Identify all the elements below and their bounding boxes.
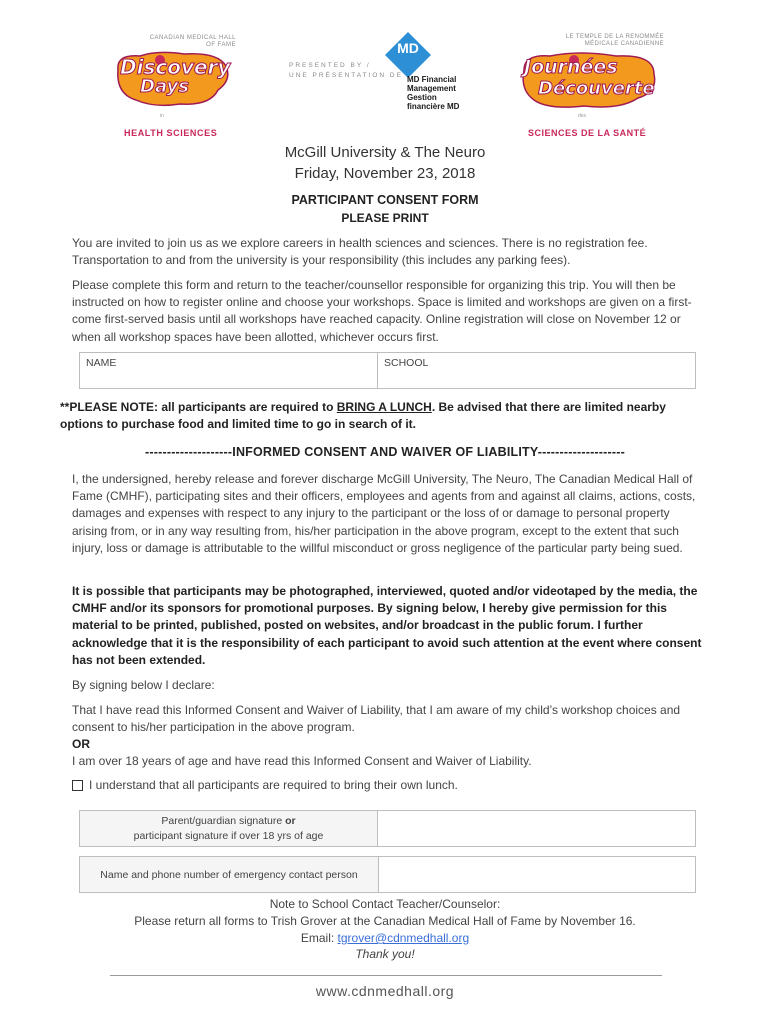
journees-word: Journées: [524, 56, 618, 78]
school-contact-note: [0, 896, 770, 947]
media-paragraph: It is possible that participants may be photographed, interviewed, quoted and/or videotaped by the media, the CMHF and/or its sponsors for promotional purposes. By signing below, I hereby give permission for this material to be printed, published, posted on websites, and/or broadcast in the public forum. I further acknowledge that it is the responsibility of each participant to avoid such attention at the event where consent has not been extended.: [72, 584, 702, 667]
signature-label-b: participant signature if over 18 yrs of age: [133, 830, 324, 842]
consent-heading: --------------------INFORMED CONSENT AND WAIVER OF LIABILITY--------------------: [145, 445, 625, 459]
in-word: in: [160, 113, 164, 119]
lunch-checkbox[interactable]: [72, 780, 83, 791]
or-separator: OR: [72, 737, 90, 751]
email-line: [0, 930, 770, 947]
discovery-word: Discovery: [120, 55, 231, 79]
lunch-checkbox-label: I understand that all participants are required to bring their own lunch.: [89, 778, 458, 792]
please-print-label: PLEASE PRINT: [341, 211, 429, 225]
guardian-declaration: That I have read this Informed Consent and Waiver of Liability, that I am aware of my child’s workshop choices and consent to his/her participation in the above program.: [72, 703, 681, 735]
signature-label: [80, 811, 378, 846]
name-field-label: NAME: [86, 357, 117, 369]
release-paragraph: I, the undersigned, hereby release and forever discharge McGill University, The Neuro, The Canadian Medical Hall of Fame (CMHF), participating sites and their officers, employees and agents from and against all claims, actions, costs, damages and expenses with respect to any injury to the participant or the loss of or damage to personal property arising from, or in any way resulting from, his/her participation in the above program, except to the extent that such injury, loss or damage is attributable to the willful misconduct or gross negligence of the particular party being sued.: [72, 472, 696, 555]
footer-divider: [110, 975, 662, 976]
return-instructions: Please return all forms to Trish Grover at the Canadian Medical Hall of Fame by November 16.: [134, 914, 636, 928]
school-field[interactable]: [378, 353, 695, 388]
name-school-fields: [79, 352, 696, 389]
journees-decouverte-logo: [514, 30, 664, 138]
health-sciences-label: HEALTH SCIENCES: [124, 128, 218, 138]
note-title: Note to School Contact Teacher/Counselor:: [269, 897, 501, 911]
email-label: Email:: [300, 931, 338, 945]
form-title: PARTICIPANT CONSENT FORM: [291, 193, 479, 207]
school-field-label: SCHOOL: [384, 357, 429, 369]
emergency-contact-row: [79, 856, 696, 893]
website-url[interactable]: www.cdnmedhall.org: [315, 983, 455, 999]
intro-paragraph: You are invited to join us as we explore careers in health sciences and sciences. There is no registration fee. Transportation to and from the university is your responsibility (this includes any parking fees).: [72, 236, 648, 268]
signature-row: [79, 810, 696, 847]
decouverte-word: Découverte: [538, 78, 655, 99]
event-date: Friday, November 23, 2018: [294, 165, 476, 182]
lunch-note: [60, 399, 710, 433]
adult-declaration: I am over 18 years of age and have read this Informed Consent and Waiver of Liability.: [72, 754, 532, 768]
discovery-days-logo: [108, 30, 236, 138]
emergency-contact-label: Name and phone number of emergency contact person: [80, 857, 379, 892]
declare-paragraph: By signing below I declare:: [72, 678, 215, 692]
signature-label-a: Parent/guardian signature: [161, 815, 283, 827]
sciences-sante-label: SCIENCES DE LA SANTÉ: [528, 128, 647, 138]
event-location: McGill University & The Neuro: [284, 144, 486, 161]
lunch-note-emphasis: BRING A LUNCH: [336, 400, 432, 414]
lunch-note-suffix: . Be advised that there are limited nearby options to purchase food and limited time to go in search of it.: [60, 400, 666, 431]
name-field[interactable]: [80, 353, 378, 388]
emergency-contact-field[interactable]: [379, 857, 695, 892]
thank-you: Thank you!: [355, 947, 415, 961]
email-link[interactable]: tgrover@cdnmedhall.org: [337, 931, 470, 945]
md-financial-name: MD Financial Management Gestion financière MD: [407, 75, 460, 111]
temple-renommee-label: LE TEMPLE DE LA RENOMMÉE MÉDICALE CANADIENNE: [565, 34, 664, 47]
signature-label-or: or: [285, 815, 296, 827]
days-word: Days: [140, 76, 189, 97]
lunch-acknowledgement: [72, 777, 702, 794]
signature-field[interactable]: [379, 811, 695, 846]
md-mark: MD: [397, 40, 419, 56]
hall-of-fame-label: CANADIAN MEDICAL HALL OF FAME: [149, 35, 236, 48]
presented-by-label: PRESENTED BY / UNE PRÉSENTATION DE: [289, 62, 403, 79]
instructions-paragraph: Please complete this form and return to the teacher/counsellor responsible for organizing this trip. You will then be instructed on how to register online and choose your workshops. Space is limited and workshops are given on a first-come first-served basis until all workshops have reached capacity. Online registration will close on November 12 or when all workshop spaces have been allotted, whichever occurs first.: [72, 278, 692, 344]
des-word: des: [578, 113, 587, 119]
md-financial-logo-icon: [384, 31, 432, 79]
lunch-note-prefix: **PLEASE NOTE: all participants are required to: [60, 400, 337, 414]
